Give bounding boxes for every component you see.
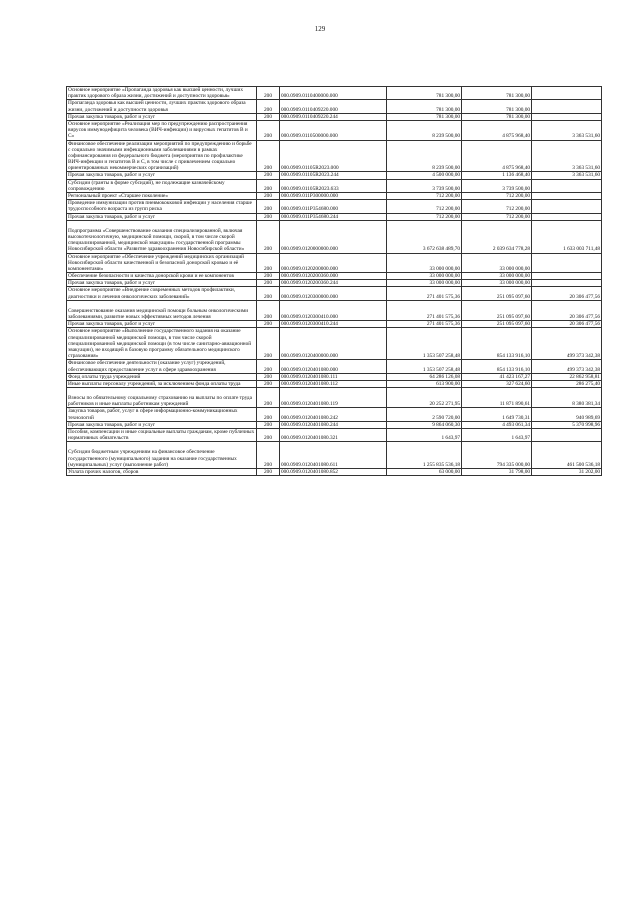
row-code-cell: 200 [257, 200, 280, 213]
row-amount-year1-cell: 712 200,00 [387, 213, 462, 220]
row-name-cell: Подпрограмма «Совершенствование оказания специализированной, включая высокотехнологичную, медицинской помощи, скорой, в том числе скорой специализированной, медицинской эвакуации» государственной программы Новосибирской области «Развитие здравоохранения Новосибирской области» [67, 220, 257, 253]
row-amount-year1-cell: 712 200,00 [387, 200, 462, 213]
table-row [67, 373, 602, 380]
row-amount-year2-cell: 251 095 097,60 [462, 287, 532, 300]
row-amount-year3-cell: 8 380 381,34 [532, 388, 602, 408]
row-amount-year3-cell: 1 633 003 711,48 [532, 220, 602, 253]
table-row [67, 120, 602, 140]
row-amount-year1-cell: 271 401 575,36 [387, 321, 462, 328]
row-amount-year3-cell: 3 363 531,60 [532, 140, 602, 172]
row-kbk-cell: 000.0909.011P300000.000 [280, 193, 387, 200]
row-amount-year2-cell: 251 095 097,60 [462, 321, 532, 328]
row-amount-year2-cell: 712 200,00 [462, 213, 532, 220]
row-amount-year1-cell: 8 239 500,00 [387, 140, 462, 172]
row-amount-year2-cell: 1 643,97 [462, 429, 532, 442]
row-code-cell: 200 [257, 373, 280, 380]
row-code-cell: 200 [257, 408, 280, 421]
row-kbk-cell: 000.0909.0120401080.242 [280, 408, 387, 421]
table-row [67, 100, 602, 113]
row-amount-year2-cell: 3 739 500,00 [462, 179, 532, 192]
table-row [67, 421, 602, 428]
row-amount-year3-cell: 499 373 342,38 [532, 360, 602, 373]
row-amount-year3-cell [532, 213, 602, 220]
row-amount-year2-cell: 11 871 890,61 [462, 388, 532, 408]
row-amount-year2-cell: 4 493 061,34 [462, 421, 532, 428]
row-amount-year2-cell: 4 875 968,40 [462, 120, 532, 140]
row-amount-year3-cell [532, 100, 602, 113]
row-amount-year1-cell: 8 239 500,00 [387, 120, 462, 140]
row-amount-year3-cell: 461 500 536,18 [532, 442, 602, 469]
row-name-cell: Взносы по обязательному социальному страхованию на выплаты по оплате труда работников и иные выплаты работникам учреждений [67, 388, 257, 408]
row-amount-year2-cell: 854 133 916,10 [462, 328, 532, 360]
row-amount-year2-cell: 33 000 000,00 [462, 253, 532, 273]
row-kbk-cell: 000.0909.0120200360.244 [280, 280, 387, 287]
row-code-cell: 200 [257, 120, 280, 140]
table-row [67, 200, 602, 213]
row-kbk-cell: 000.0909.01105R2023.000 [280, 140, 387, 172]
table-row [67, 408, 602, 421]
row-amount-year2-cell: 794 335 000,00 [462, 442, 532, 469]
row-amount-year1-cell: 1 643,97 [387, 429, 462, 442]
row-amount-year2-cell: 712 200,00 [462, 193, 532, 200]
row-amount-year3-cell: 22 862 958,81 [532, 373, 602, 380]
row-amount-year1-cell: 2 590 720,00 [387, 408, 462, 421]
row-amount-year1-cell: 712 200,00 [387, 193, 462, 200]
row-code-cell: 200 [257, 300, 280, 320]
table-row [67, 468, 602, 475]
row-amount-year3-cell: 499 373 342,38 [532, 328, 602, 360]
row-amount-year3-cell: 5 370 998,96 [532, 421, 602, 428]
row-code-cell: 200 [257, 140, 280, 172]
row-kbk-cell: 000.0909.011P354680.244 [280, 213, 387, 220]
row-kbk-cell: 000.0909.0120401080.321 [280, 429, 387, 442]
row-code-cell: 200 [257, 429, 280, 442]
row-name-cell: Основное мероприятие «Пропаганда здоровья как высшей ценности, лучших практик здорового образа жизни, достижений и доступности здоровья» [67, 87, 257, 100]
row-amount-year1-cell: 33 000 000,00 [387, 280, 462, 287]
row-amount-year1-cell: 3 672 638 489,70 [387, 220, 462, 253]
row-kbk-cell: 000.0909.0110409220.244 [280, 113, 387, 120]
row-amount-year3-cell: 20 306 477,56 [532, 287, 602, 300]
row-code-cell: 200 [257, 213, 280, 220]
row-amount-year1-cell: 3 739 500,00 [387, 179, 462, 192]
row-code-cell: 200 [257, 193, 280, 200]
row-amount-year3-cell: 31 202,00 [532, 468, 602, 475]
row-kbk-cell: 000.0909.0120401080.611 [280, 442, 387, 469]
row-amount-year3-cell [532, 87, 602, 100]
row-name-cell: Основное мероприятие «Обеспечение учреждений медицинских организаций Новосибирской области качественной и безопасной донорской кровью и её компонентами» [67, 253, 257, 273]
table-row [67, 380, 602, 387]
row-kbk-cell: 000.0909.0120300410.000 [280, 300, 387, 320]
row-name-cell: Субсидии (гранты в форме субсидий), не подлежащие казначейскому сопровождению [67, 179, 257, 192]
row-amount-year3-cell [532, 200, 602, 213]
row-kbk-cell: 000.0909.011P354680.000 [280, 200, 387, 213]
row-code-cell: 200 [257, 179, 280, 192]
row-amount-year2-cell: 2 039 634 778,28 [462, 220, 532, 253]
table-row [67, 140, 602, 172]
budget-table [66, 86, 602, 476]
row-name-cell: Проведение иммунизации против пневмококковой инфекции у населения старше трудоспособного возраста из групп риска [67, 200, 257, 213]
row-name-cell: Финансовое обеспечение деятельности (оказание услуг) учреждений, обеспечивающих предоставление услуг в сфере здравоохранения [67, 360, 257, 373]
row-amount-year1-cell: 271 401 575,36 [387, 287, 462, 300]
row-name-cell: Прочая закупка товаров, работ и услуг [67, 321, 257, 328]
row-code-cell: 200 [257, 273, 280, 280]
row-name-cell: Прочая закупка товаров, работ и услуг [67, 280, 257, 287]
row-amount-year2-cell: 33 000 000,00 [462, 273, 532, 280]
row-amount-year1-cell: 1 255 835 536,18 [387, 442, 462, 469]
table-row [67, 300, 602, 320]
row-name-cell: Финансовое обеспечение реализации мероприятий по предупреждению и борьбе с социально значимыми инфекционными заболеваниями в рамках софинансирования из федерального бюджета (мероприятия по профилактике ВИЧ-инфекции и гепатитов В и С, в том числе с привлечением социально ориентированных некоммерческих организаций) [67, 140, 257, 172]
row-kbk-cell: 000.0909.0120200360.000 [280, 273, 387, 280]
row-kbk-cell: 000.0909.0120401080.111 [280, 373, 387, 380]
table-row [67, 321, 602, 328]
row-amount-year2-cell: 781 300,00 [462, 100, 532, 113]
row-kbk-cell: 000.0909.0120401080.244 [280, 421, 387, 428]
row-name-cell: Основное мероприятие «Реализация мер по предупреждению распространения вирусов иммунодефицита человека (ВИЧ-инфекции) и вирусных гепатитов В и С» [67, 120, 257, 140]
row-name-cell: Основное мероприятие «Внедрение современных методов профилактики, диагностики и лечения онкологических заболеваний» [67, 287, 257, 300]
row-amount-year2-cell: 854 133 916,10 [462, 360, 532, 373]
row-code-cell: 200 [257, 113, 280, 120]
table-row [67, 287, 602, 300]
table-row [67, 213, 602, 220]
row-amount-year1-cell: 1 353 507 258,48 [387, 328, 462, 360]
row-kbk-cell: 000.0909.0120200000.000 [280, 253, 387, 273]
row-name-cell: Прочая закупка товаров, работ и услуг [67, 172, 257, 179]
table-row [67, 429, 602, 442]
row-kbk-cell: 000.0909.0110500000.000 [280, 120, 387, 140]
row-amount-year1-cell: 64 286 126,08 [387, 373, 462, 380]
row-name-cell: Фонд оплаты труда учреждений [67, 373, 257, 380]
row-kbk-cell: 000.0909.0120401080.112 [280, 380, 387, 387]
row-kbk-cell: 000.0909.0120401080.852 [280, 468, 387, 475]
row-name-cell: Прочая закупка товаров, работ и услуг [67, 421, 257, 428]
row-code-cell: 200 [257, 321, 280, 328]
row-amount-year1-cell: 33 000 000,00 [387, 273, 462, 280]
row-amount-year1-cell: 9 864 060,30 [387, 421, 462, 428]
row-amount-year3-cell [532, 280, 602, 287]
row-amount-year3-cell [532, 113, 602, 120]
row-amount-year2-cell: 33 000 000,00 [462, 280, 532, 287]
row-kbk-cell: 000.0909.0120300410.244 [280, 321, 387, 328]
row-name-cell: Субсидии бюджетным учреждениям на финансовое обеспечение государственного (муниципального) задания на оказание государственных (муниципальных) услуг (выполнение работ) [67, 442, 257, 469]
row-name-cell: Обеспечение безопасности и качества донорской крови и ее компонентов [67, 273, 257, 280]
row-amount-year3-cell: 3 363 531,60 [532, 120, 602, 140]
row-amount-year3-cell [532, 273, 602, 280]
row-amount-year3-cell [532, 179, 602, 192]
row-amount-year1-cell: 33 000 000,00 [387, 253, 462, 273]
row-amount-year2-cell: 1 649 730,31 [462, 408, 532, 421]
row-code-cell: 200 [257, 172, 280, 179]
table-row [67, 442, 602, 469]
row-code-cell: 200 [257, 287, 280, 300]
table-row [67, 193, 602, 200]
page-number: 129 [314, 25, 326, 33]
row-name-cell: Иные выплаты персоналу учреждений, за исключением фонда оплаты труда [67, 380, 257, 387]
row-code-cell: 200 [257, 253, 280, 273]
row-amount-year1-cell: 4 500 000,00 [387, 172, 462, 179]
row-code-cell: 200 [257, 388, 280, 408]
row-code-cell: 200 [257, 380, 280, 387]
row-code-cell: 200 [257, 421, 280, 428]
row-name-cell: Уплата прочих налогов, сборов [67, 468, 257, 475]
row-amount-year3-cell [532, 193, 602, 200]
row-code-cell: 200 [257, 220, 280, 253]
row-amount-year2-cell: 781 300,00 [462, 87, 532, 100]
table-row [67, 388, 602, 408]
table-row [67, 253, 602, 273]
row-amount-year1-cell: 63 000,00 [387, 468, 462, 475]
row-kbk-cell: 000.0909.0120300000.000 [280, 287, 387, 300]
budget-table-body [67, 87, 602, 476]
row-name-cell: Прочая закупка товаров, работ и услуг [67, 113, 257, 120]
table-row [67, 172, 602, 179]
table-row [67, 220, 602, 253]
row-kbk-cell: 000.0909.0120401080.000 [280, 360, 387, 373]
table-row [67, 280, 602, 287]
row-kbk-cell: 000.0909.0120401080.119 [280, 388, 387, 408]
row-amount-year3-cell: 20 306 477,56 [532, 321, 602, 328]
row-amount-year2-cell: 31 798,00 [462, 468, 532, 475]
row-amount-year3-cell: 286 275,40 [532, 380, 602, 387]
row-amount-year2-cell: 4 875 968,40 [462, 140, 532, 172]
row-amount-year1-cell: 1 353 507 258,48 [387, 360, 462, 373]
row-amount-year3-cell: 20 306 477,56 [532, 300, 602, 320]
row-kbk-cell: 000.0909.0120000000.000 [280, 220, 387, 253]
row-amount-year1-cell: 271 401 575,36 [387, 300, 462, 320]
row-amount-year1-cell: 781 300,00 [387, 87, 462, 100]
row-kbk-cell: 000.0909.0110400000.000 [280, 87, 387, 100]
row-name-cell: Закупка товаров, работ, услуг в сфере информационно-коммуникационных технологий [67, 408, 257, 421]
row-kbk-cell: 000.0909.0110409220.000 [280, 100, 387, 113]
row-code-cell: 200 [257, 360, 280, 373]
row-amount-year2-cell: 781 300,00 [462, 113, 532, 120]
table-row [67, 179, 602, 192]
row-amount-year3-cell: 940 989,69 [532, 408, 602, 421]
table-row [67, 87, 602, 100]
row-amount-year1-cell: 781 300,00 [387, 113, 462, 120]
row-name-cell: Пропаганда здоровья как высшей ценности, лучших практик здорового образа жизни, достижений и доступности здоровья [67, 100, 257, 113]
table-row [67, 360, 602, 373]
table-row [67, 328, 602, 360]
row-amount-year2-cell: 712 200,00 [462, 200, 532, 213]
row-amount-year3-cell [532, 253, 602, 273]
row-name-cell: Совершенствование оказания медицинской помощи больным онкологическими заболеваниями, развитие новых эффективных методов лечения [67, 300, 257, 320]
row-amount-year1-cell: 20 252 271,95 [387, 388, 462, 408]
row-amount-year2-cell: 41 423 167,27 [462, 373, 532, 380]
row-amount-year1-cell: 613 900,00 [387, 380, 462, 387]
row-amount-year1-cell: 781 300,00 [387, 100, 462, 113]
row-code-cell: 200 [257, 442, 280, 469]
row-name-cell: Прочая закупка товаров, работ и услуг [67, 213, 257, 220]
row-amount-year2-cell: 1 136 468,40 [462, 172, 532, 179]
table-row [67, 273, 602, 280]
row-code-cell: 200 [257, 468, 280, 475]
row-kbk-cell: 000.0909.0120400000.000 [280, 328, 387, 360]
row-code-cell: 200 [257, 280, 280, 287]
row-name-cell: Основное мероприятие «Выполнение государственного задания на оказание специализированной медицинской помощи, в том числе скорой специализированной медицинской помощи (в том числе санитарно-авиационной эвакуации), не входящей в базовую программу обязательного медицинского страхования» [67, 328, 257, 360]
row-kbk-cell: 000.0909.01105R2023.633 [280, 179, 387, 192]
row-amount-year3-cell: 3 363 531,60 [532, 172, 602, 179]
row-amount-year2-cell: 327 624,60 [462, 380, 532, 387]
table-row [67, 113, 602, 120]
row-kbk-cell: 000.0909.01105R2023.244 [280, 172, 387, 179]
row-name-cell: Пособия, компенсации и иные социальные выплаты гражданам, кроме публичных нормативных обязательств [67, 429, 257, 442]
row-amount-year2-cell: 251 095 097,60 [462, 300, 532, 320]
row-code-cell: 200 [257, 328, 280, 360]
row-amount-year3-cell [532, 429, 602, 442]
row-name-cell: Региональный проект «Старшее поколение» [67, 193, 257, 200]
row-code-cell: 200 [257, 100, 280, 113]
row-code-cell: 200 [257, 87, 280, 100]
